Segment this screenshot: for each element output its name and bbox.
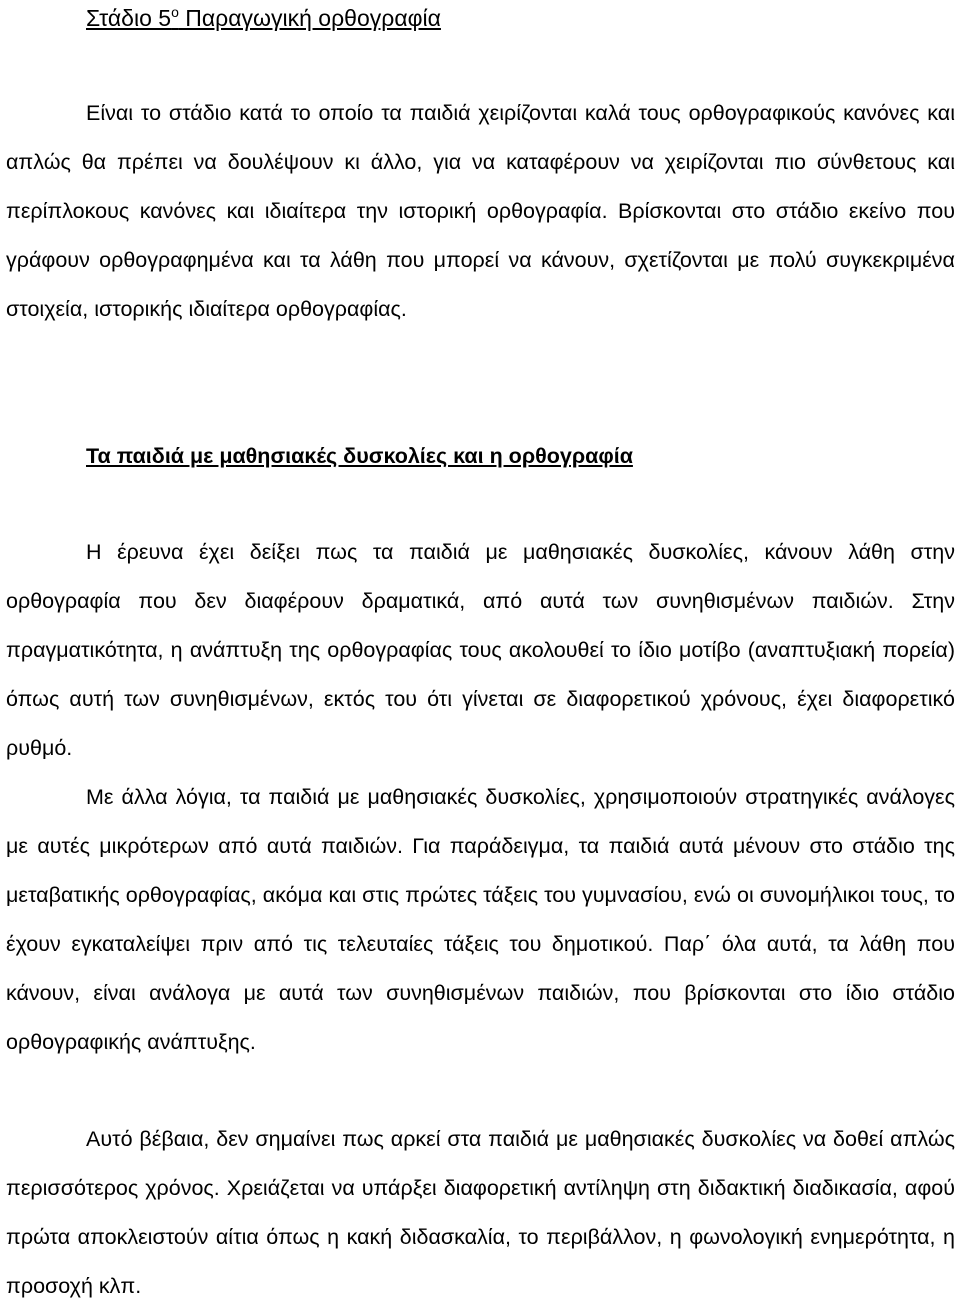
stage-title-suffix: Παραγωγική ορθογραφία <box>178 5 441 31</box>
stage-title <box>86 3 441 36</box>
stage-title-superscript: ο <box>171 4 179 20</box>
paragraph-conclusion: Αυτό βέβαια, δεν σημαίνει πως αρκεί στα παιδιά με μαθησιακές δυσκολίες να δοθεί απλώς περισσότερος χρόνος. Χρειάζεται να υπάρξει διαφορετική αντίληψη στη διδακτική διαδικασία, αφού πρώτα αποκλειστούν αίτια όπως η κακή διδασκαλία, το περιβάλλον, η φωνολογική ενημερότητα, η προσοχή κλπ. <box>6 1127 955 1298</box>
paragraph-research-findings: Η έρευνα έχει δείξει πως τα παιδιά με μαθησιακές δυσκολίες, κάνουν λάθη στην ορθογραφία που δεν διαφέρουν δραματικά, από αυτά των συνηθισμένων παιδιών. Στην πραγματικότητα, η ανάπτυξη της ορθογραφίας τους ακολουθεί το ίδιο μοτίβο (αναπτυξιακή πορεία) όπως αυτή των συνηθισμένων, εκτός του ότι γίνεται σε διαφορετικού χρόνους, έχει διαφορετικό ρυθμό. <box>6 540 955 760</box>
paragraph-strategies: Με άλλα λόγια, τα παιδιά με μαθησιακές δυσκολίες, χρησιμοποιούν στρατηγικές ανάλογες με αυτές μικρότερων από αυτά παιδιών. Για παράδειγμα, τα παιδιά αυτά μένουν στο στάδιο της μεταβατικής ορθογραφίας, ακόμα και στις πρώτες τάξεις του γυμνασίου, ενώ οι συνομήλικοι τους, το έχουν εγκαταλείψει πριν από τις τελευταίες τάξεις του δημοτικού. Παρ΄ όλα αυτά, τα λάθη που κάνουν, είναι ανάλογα με αυτά των συνηθισμένων παιδιών, που βρίσκονται στο ίδιο στάδιο ορθογραφικής ανάπτυξης. <box>6 785 955 1054</box>
paragraph-stage-description: Είναι το στάδιο κατά το οποίο τα παιδιά χειρίζονται καλά τους ορθογραφικούς κανόνες και απλώς θα πρέπει να δουλέψουν κι άλλο, για να καταφέρουν να χειρίζονται πιο σύνθετους και περίπλοκους κανόνες και ιδιαίτερα την ιστορική ορθογραφία. Βρίσκονται στο στάδιο εκείνο που γράφουν ορθογραφημένα και τα λάθη που μπορεί να κάνουν, σχετίζονται με πολύ συγκεκριμένα στοιχεία, ιστορικής ιδιαίτερα ορθογραφίας. <box>6 101 955 321</box>
section-heading: Τα παιδιά με μαθησιακές δυσκολίες και η ορθογραφία <box>86 444 633 468</box>
stage-title-prefix: Στάδιο 5 <box>86 5 172 31</box>
